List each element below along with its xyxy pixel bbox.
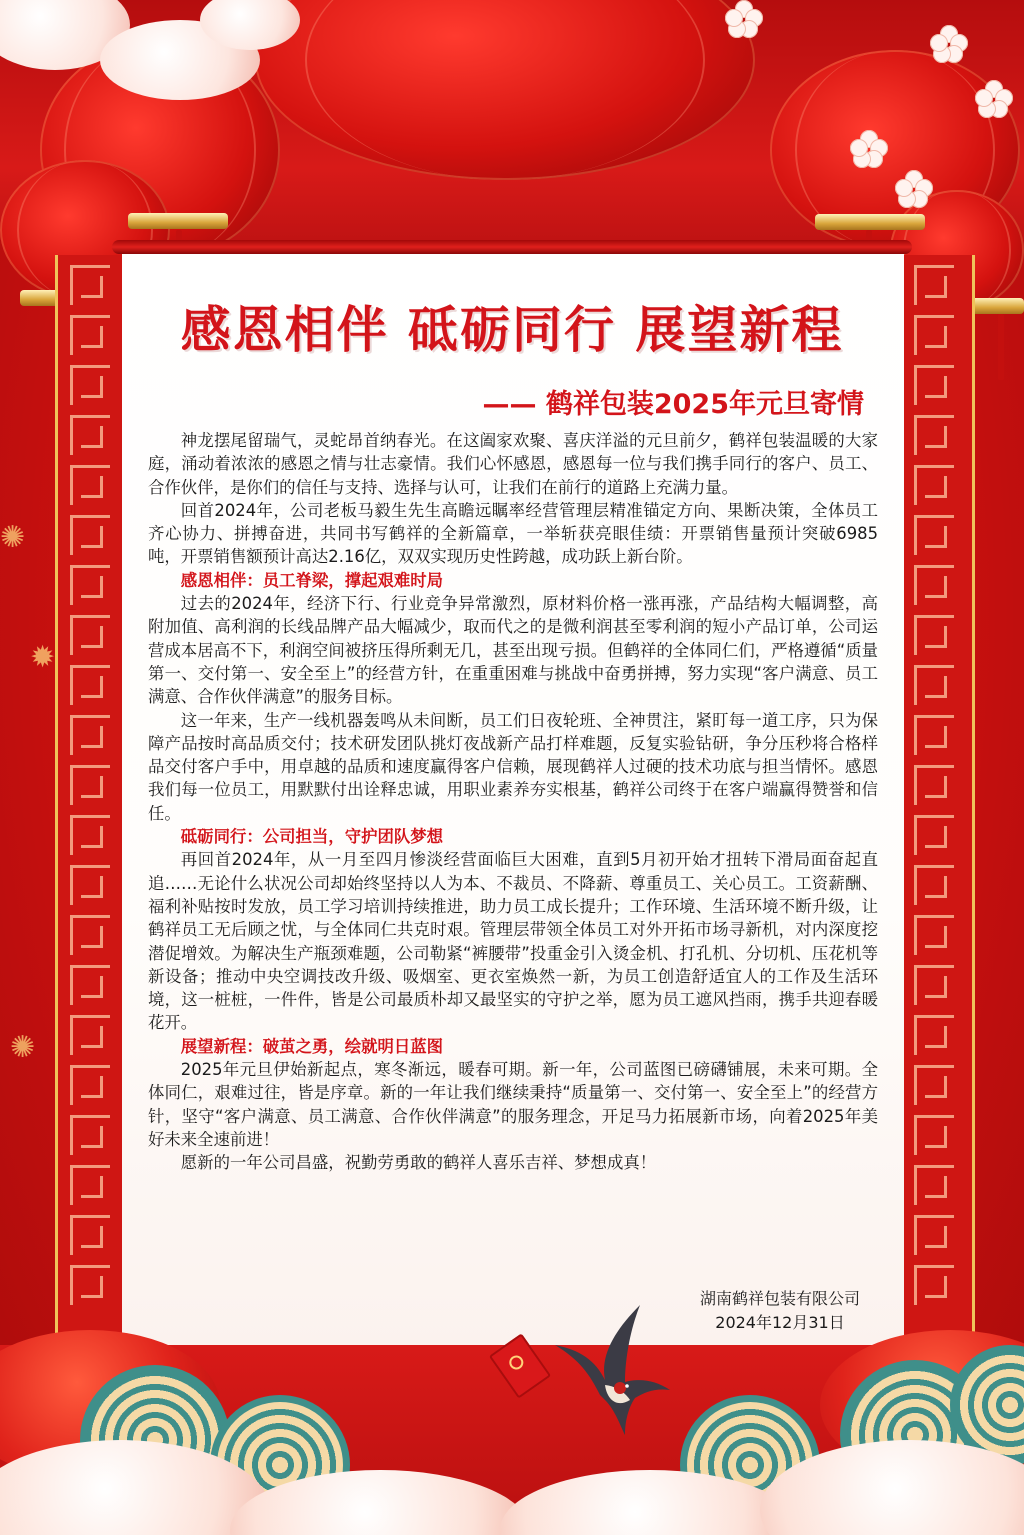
paragraph: 回首2024年，公司老板马毅生先生高瞻远瞩率经营管理层精准锚定方向、果断决策，全体员工齐心协力、拼搏奋进，共同书写鹤祥的全新篇章，一举斩获亮眼佳绩：开票销售量预计突破6985吨，开票销售额预计高达2.16亿，双双实现历史性跨越，成功跃上新台阶。 xyxy=(148,500,878,567)
plum-blossom-icon xyxy=(975,80,1013,118)
page-title: 感恩相伴 砥砺同行 展望新程 xyxy=(180,301,844,359)
swallow-icon xyxy=(545,1300,675,1440)
plum-blossom-icon xyxy=(895,170,933,208)
section-heading: 砥砺同行：公司担当，守护团队梦想 xyxy=(180,827,444,847)
plum-blossom-icon xyxy=(850,130,888,168)
plum-blossom-icon xyxy=(930,25,968,63)
letter-date: 2024年12月31日 xyxy=(715,1313,845,1332)
page-subtitle: —— 鹤祥包装2025年元旦寄情 xyxy=(482,389,864,420)
section-heading: 展望新程：破茧之勇，绘就明日蓝图 xyxy=(180,1036,444,1056)
scroll-rod-top xyxy=(112,240,912,254)
letter-body xyxy=(148,429,878,1175)
paragraph: 愿新的一年公司昌盛，祝勤劳勇敢的鹤祥人喜乐吉祥、梦想成真！ xyxy=(180,1153,657,1173)
paragraph: 再回首2024年，从一月至四月惨淡经营面临巨大困难，直到5月初开始才扭转下滑局面奋起直追……无论什么状况公司却始终坚持以人为本、不裁员、不降薪、尊重员工、关心员工。工资薪酬、福利补贴按时发放，员工学习培训持续推进，助力员工成长提升；工作环境、生活环境不断升级，让鹤祥员工无后顾之忧，与全体同仁共克时艰。管理层带领全体员工对外开拓市场寻新机，对内深度挖潜促增效。为解决生产瓶颈难题，公司勒紧“裤腰带”投重金引入烫金机、打孔机、分切机、压花机等新设备；推动中央空调技改升级、吸烟室、更衣室焕然一新，为员工创造舒适宜人的工作及生活环境，这一桩桩，一件件，皆是公司最质朴却又最坚实的守护之举，愿为员工遮风挡雨，携手共迎春暖花开。 xyxy=(148,850,878,1033)
section-heading: 感恩相伴：员工脊梁，撑起艰难时局 xyxy=(180,570,444,590)
lantern-cap xyxy=(815,214,925,230)
paragraph: 神龙摆尾留瑞气，灵蛇昂首纳春光。在这阖家欢聚、喜庆洋溢的元旦前夕，鹤祥包装温暖的大家庭，涌动着浓浓的感恩之情与壮志豪情。我们心怀感恩，感恩每一位与我们携手同行的客户、员工、合作伙伴，是你们的信任与支持、选择与认可，让我们在前行的道路上充满力量。 xyxy=(148,431,878,497)
plum-blossom-icon xyxy=(725,0,763,38)
firework-icon: ✺ xyxy=(10,1030,36,1065)
paragraph: 这一年来，生产一线机器轰鸣从未间断，员工们日夜轮班、全神贯注，紧盯每一道工序，只为保障产品按时高品质交付；技术研发团队挑灯夜战新产品打样难题，反复实验钻研，争分压秒将合格样品交付客户手中，用卓越的品质和速度赢得客户信赖，展现鹤祥人过硬的技术功底与担当情怀。感恩我们每一位员工，用默默付出诠释忠诚，用职业素养夯实根基，鹤祥公司终于在客户端赢得赞誉和信任。 xyxy=(148,710,878,823)
paragraph: 过去的2024年，经济下行、行业竞争异常激烈，原材料价格一涨再涨，产品结构大幅调整，高附加值、高利润的长线品牌产品大幅减少，取而代之的是微利润甚至零利润的短小产品订单，公司运营成本居高不下，利润空间被挤压得所剩无几，甚至出现亏损。但鹤祥的全体同仁们，严格遵循“质量第一、交付第一、安全至上”的经营方针，在重重困难与挑战中奋勇拼搏，努力实现“客户满意、员工满意、合作伙伴满意”的服务目标。 xyxy=(148,594,878,707)
firework-icon: ✹ xyxy=(30,640,56,675)
firework-icon: ✺ xyxy=(0,520,26,555)
company-name: 湖南鹤祥包装有限公司 xyxy=(699,1289,860,1308)
signature-block xyxy=(660,1287,900,1335)
right-fret-border xyxy=(899,255,975,1345)
lantern-cap xyxy=(128,213,228,229)
paragraph: 2025年元旦伊始新起点，寒冬渐远，暖春可期。新一年，公司蓝图已磅礴铺展，未来可期。全体同仁，艰难过往，皆是序章。新的一年让我们继续秉持“质量第一、交付第一、安全至上”的经营方针，坚守“客户满意、员工满意、合作伙伴满意”的服务理念，开足马力拓展新市场，向着2025年美好未来全速前进！ xyxy=(148,1060,878,1149)
